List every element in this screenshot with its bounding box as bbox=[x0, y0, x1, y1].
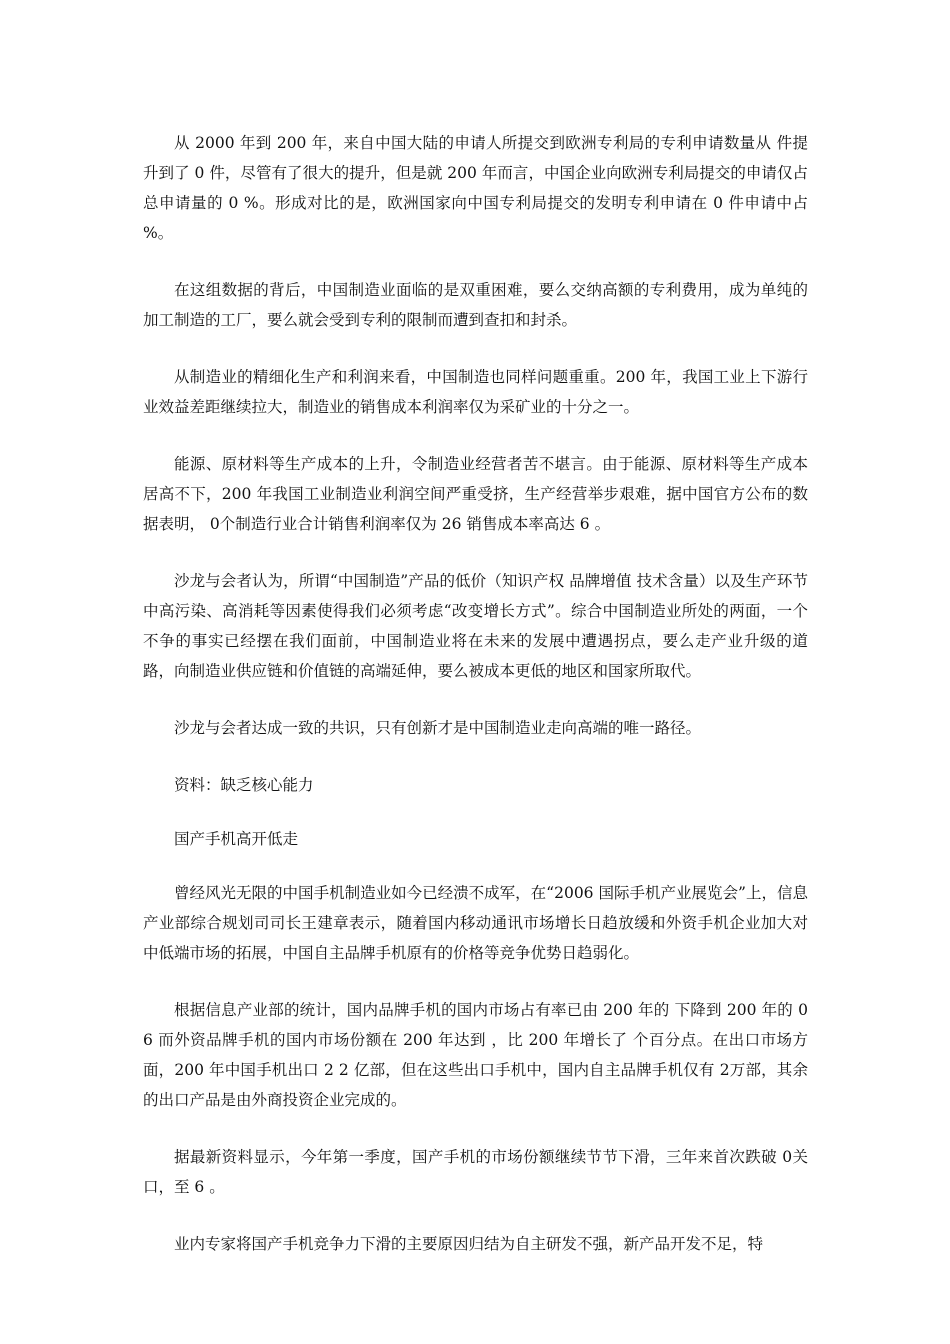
paragraph-innovation-consensus: 沙龙与会者达成一致的共识，只有创新才是中国制造业走向高端的唯一路径。 bbox=[174, 719, 702, 737]
section-label-material: 资料：缺乏核心能力 bbox=[174, 776, 314, 794]
paragraph-expert-analysis: 业内专家将国产手机竞争力下滑的主要原因归结为自主研发不强，新产品开发不足，特 bbox=[174, 1235, 764, 1253]
section-heading-domestic-phones: 国产手机高开低走 bbox=[174, 830, 299, 848]
document-body bbox=[143, 128, 808, 1286]
paragraph-cost-rise: 能源、原材料等生产成本的上升，令制造业经营者苦不堪言。由于能源、原材料等生产成本居高不下，200 年我国工业制造业利润空间严重受挤，生产经营举步艰难，据中国官方公布的数据表明， 0个制造行业合计销售利润率仅为 26 销售成本率高达 6 。 bbox=[143, 455, 808, 533]
paragraph-market-share: 根据信息产业部的统计，国内品牌手机的国内市场占有率已由 200 年的 下降到 200 年的 0 6 而外资品牌手机的国内市场份额在 200 年达到 ，比 200 年增长了 个百分点。在出口市场方面，200 年中国手机出口 2 2 亿部，但在这些出口手机中，国内自主品牌手机仅有 2万部，其余 的出口产品是由外商投资企业完成的。 bbox=[143, 1001, 808, 1109]
paragraph-patent-stats: 从 2000 年到 200 年，来自中国大陆的申请人所提交到欧洲专利局的专利申请数量从 件提升到了 0 件，尽管有了很大的提升，但是就 200 年而言，中国企业向欧洲专利局提交的申请仅占总申请量的 0 %。形成对比的是，欧洲国家向中国专利局提交的发明专利申请在 0 件申请中占 %。 bbox=[143, 134, 808, 242]
paragraph-phone-industry: 曾经风光无限的中国手机制造业如今已经溃不成军，在“2006 国际手机产业展览会”上，信息产业部综合规划司司长王建章表示，随着国内移动通讯市场增长日趋放缓和外资手机企业加大对中低端市场的拓展，中国自主品牌手机原有的价格等竞争优势日趋弱化。 bbox=[143, 884, 808, 962]
paragraph-profit-issues: 从制造业的精细化生产和利润来看，中国制造也同样问题重重。200 年，我国工业上下游行业效益差距继续拉大，制造业的销售成本利润率仅为采矿业的十分之一。 bbox=[143, 368, 808, 416]
paragraph-dual-difficulty: 在这组数据的背后，中国制造业面临的是双重困难，要么交纳高额的专利费用，成为单纯的加工制造的工厂，要么就会受到专利的限制而遭到查扣和封杀。 bbox=[143, 281, 808, 329]
paragraph-growth-mode: 沙龙与会者认为，所谓“中国制造”产品的低价（知识产权 品牌增值 技术含量）以及生产环节中高污染、高消耗等因素使得我们必须考虑“改变增长方式”。综合中国制造业所处的两面，一个不争的事实已经摆在我们面前，中国制造业将在未来的发展中遭遇拐点，要么走产业升级的道路，向制造业供应链和价值链的高端延伸，要么被成本更低的地区和国家所取代。 bbox=[143, 572, 808, 680]
paragraph-first-quarter: 据最新资料显示，今年第一季度，国产手机的市场份额继续节节下滑，三年来首次跌破 0关口，至 6 。 bbox=[143, 1148, 808, 1196]
